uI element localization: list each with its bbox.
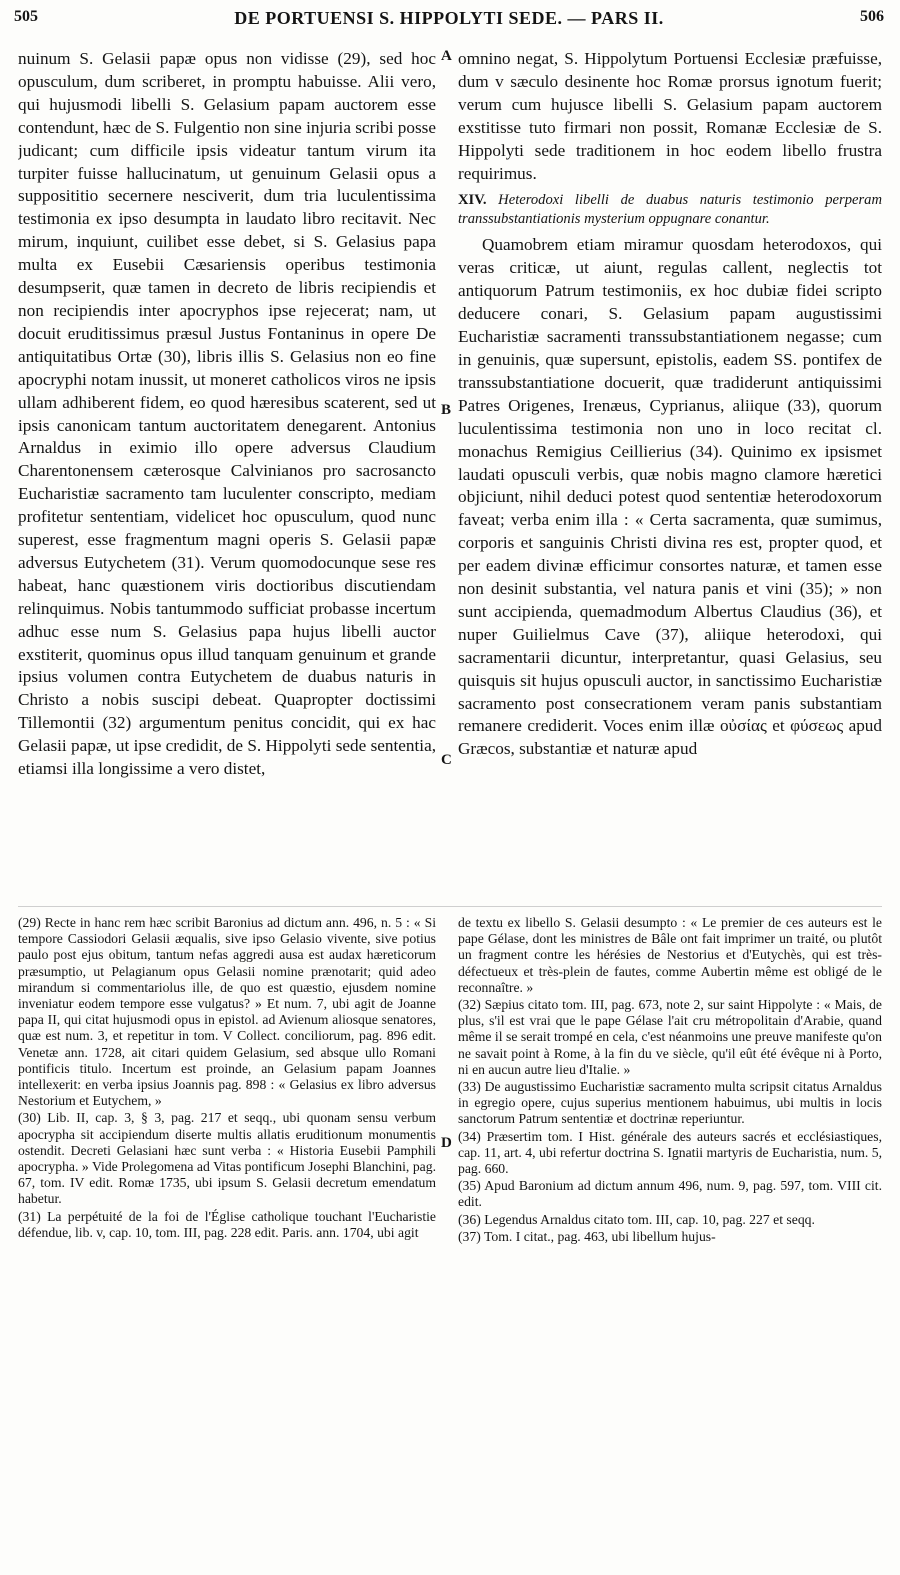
margin-letter-c: C [441,752,452,768]
running-header [14,8,884,32]
section-number: XIV. [458,192,487,209]
page-number-right: 506 [860,8,884,25]
page-number-left: 505 [14,8,38,25]
footnote-31-continued: de textu ex libello S. Gelasii desumpto : « Le premier de ces auteurs est le pape Gélase, dont les ministres de Bâle ont fait imprimer un traité, ou plutôt un fragment contre les hérésies de Nestorius et d'Eutychès, qui est très-défectueux et très-plein de fautes, comme Aubertin même est obligé de le reconnaître. » [458,915,882,995]
margin-letter-a: A [441,48,452,64]
margin-letter-b: B [441,402,452,418]
left-main-column [18,48,436,900]
footnote-37: (37) Tom. I citat., pag. 463, ubi libellum hujus- [458,1228,716,1244]
right-footnotes [458,915,882,1570]
footnote-35: (35) Apud Baronium ad dictum annum 496, num. 9, pag. 597, tom. VIII cit. edit. [458,1178,882,1210]
margin-letter-d: D [441,1135,452,1151]
footnote-36: (36) Legendus Arnaldus citato tom. III, cap. 10, pag. 227 et seqq. [458,1211,815,1227]
right-main-text: Quamobrem etiam miramur quosdam heterodoxos, qui veras criticæ, ut aiunt, regulas callent, neglectis tot antiquorum Patrum testimoniis, ex hoc dubiæ fidei scripto deducere conari, S. Gelasium papam augustissimi Eucharistiæ sacramenti transsubstantiationem negasse; cum in genuinis, quæ supersunt, epistolis, eadem SS. pontifex de transsubstantiatione docuerit, quæ tradiderunt antiquissimi Patres Origenes, Irenæus, Cyprianus, aliique (33), quorum luculentissima testimonia non uno in loco recitat cl. monachus Remigius Ceillierius (34). Quinimo ex ipsismet laudati opusculi verbis, quæ nobis magno clamore hæretici objiciunt, nihil deduci potest quod sententiæ heterodoxorum faveat; verba enim illa : « Certa sacramenta, quæ sumimus, corporis et sanguinis Christi divina res est, propter quod, et per eadem divinæ efficimur consortes naturæ, et tamen esse non desinit substantia, vel natura panis et vini (35); » non sunt accipienda, quemadmodum Albertus Claudius (36), et nuper Guilielmus Cave (37), aliique heterodoxi, qui sacramentarii dicuntur, interpretantur, quasi Gelasius, seu quisquis sit hujus opusculi auctor, in sanctissimo Eucharistiæ sacramento post consecrationem veram panis substantiam remanere crediderit. Voces enim illæ οὐσίας et φύσεως apud Græcos, substantiæ et naturæ apud [458,235,882,759]
right-main-column [458,48,882,900]
footnote-33: (33) De augustissimo Eucharistiæ sacramento multa scripsit citatus Arnaldus in egregio opere, cujus superius mentionem habuimus, ubi multis in locis sanctorum Patrum sententiæ et doctrinæ reperiuntur. [458,1079,882,1127]
footnote-31: (31) La perpétuité de la foi de l'Église catholique touchant l'Eucharistie défendue, lib. v, cap. 10, tom. III, pag. 228 edit. Paris. ann. 1704, ubi agit [18,1208,436,1240]
left-main-text: nuinum S. Gelasii papæ opus non vidisse (29), sed hoc opusculum, dum scriberet, in promptu habuisse. Alii vero, qui hujusmodi libelli S. Gelasium papam auctorem esse contendunt, hæc de S. Fulgentio non sine injuria scribi posse judicant; cum difficile ipsis videatur tantum virum ita turpiter fuisse hallucinatum, ut genuinum Gelasii opus a supposititio secernere nesciverit, dum tria luculentissima testimonia ex ipso desumpta in laudato libro recitavit. Nec mirum, inquiunt, cuilibet esse debet, si S. Gelasius papa multa ex Eusebii Cæsariensis operibus testimonia desumpserit, quæ tamen in decreto de libris recipiendis et non recipiendis inter apocryphos ipse rejecerat; nam, ut docuit eruditissimus præsul Justus Fontaninus in opere De antiquitatibus Ortæ (30), libris illis S. Gelasius non eo fine apocryphi notam inussit, ut moneret catholicos viros ne ipsis ullam adhiberent fidem, eo quod hæresibus scaterent, sed ut ipsis canonicam tantum auctoritatem denegarent. Antonius Arnaldus in eximio illo opere adversus Claudium Charentonensem cæterosque Calvinianos pro sacrosancto Eucharistiæ sacramento tam luculenter conscripto, mediam profitetur sententiam, videlicet hoc opusculum, quod nunc superest, esse fragmentum magni operis S. Gelasii papæ adversus Eutychetem (31). Verum quomodocunque sese res habeat, hanc quæstionem viris doctioribus discutiendam relinquimus. Nobis tantummodo sufficiat probasse incertum adhuc esse num S. Gelasius papa hujus libelli auctor exstiterit, quominus opus illud tanquam genuinum et grande ipsius volumen contra Eutychetem de duabus naturis in Christo a nobis suscipi debeat. Quapropter doctissimi Tillemontii (32) argumentum penitus concidit, qui ex hac Gelasii papæ, ut ipse credidit, de S. Hippolyti sede sententia, etiamsi illa longissime a vero distet, [18,49,436,779]
running-title: DE PORTUENSI S. HIPPOLYTI SEDE. — PARS II. [234,8,664,28]
footnote-34: (34) Præsertim tom. I Hist. générale des auteurs sacrés et ecclésiastiques, cap. 11, art. 4, ubi refertur doctrina S. Ignatii martyris de Eucharistia, num. 5, pag. 660. [458,1128,882,1177]
left-footnotes [18,915,436,1570]
right-intro-text: omnino negat, S. Hippolytum Portuensi Ecclesiæ præfuisse, dum v sæculo desinente hoc Romæ prorsus ignotum fuerit; verum cum hujusce libelli S. Gelasium papam auctorem exstitisse tuto firmari non possit, Romanæ Ecclesiæ de S. Hippolyti sede traditionem in hoc eodem libello frustra requirimus. [458,49,882,183]
footnote-30: (30) Lib. II, cap. 3, § 3, pag. 217 et seqq., ubi quonam sensu verbum apocrypha sit accipiendum diserte multis allatis eruditionum monumentis ostendit. Decreti Gelasiani hæc sunt verba : « Historia Eusebii Pamphili apocrypha. » Vide Prolegomena ad Vitas pontificum Josephi Blanchini, pag. 67, tom. IV edit. Romæ 1735, ubi ipsum S. Gelasii decretum emendatum habetur. [18,1110,436,1207]
footnote-separator [18,906,882,907]
section-heading [458,191,882,229]
footnote-32: (32) Sæpius citato tom. III, pag. 673, note 2, sur saint Hippolyte : « Mais, de plus, s'il est vrai que le pape Gélase l'ait cru métropolitain d'Arabie, quand même il se serait trompé en cela, c'est néanmoins une preuve manifeste qu'on ne savait point à Rome, à la fin du ve siècle, qu'il eût été évêque ni à Porto, ni en aucun autre lieu d'Italie. » [458,997,882,1077]
footnote-29: (29) Recte in hanc rem hæc scribit Baronius ad dictum ann. 496, n. 5 : « Si tempore Cassiodori Gelasii æqualis, sive ipso Gelasio vivente, sive potius paulo post ejus obitum, tantum nefas aggredi ausa est audax hæreticorum præsumptio, ut Pelagianum opus Gelasii nomine prænotarit; quid adeo mirandum si commentariolus ille, de quo est quæstio, ejusdem nomine inveniatur eodem tempore esse vulgatus? » Et num. 7, ubi agit de Joanne papa II, qui citat hujusmodi opus in epistol. ad Avienum aliosque senatores, quæ est num. 3, et repetitur in tom. V Collect. conciliorum, pag. 896 edit. Venetæ ann. 1728, ait citari quidem Gelasium, sed absque ullo Romani pontificis titulo. Incertum est proinde, an Gelasium papam Joannes intellexerit: en verba ipsius Joannis pag. 898 : « Gelasius ex libro adversus Nestorium et Eutychem, » [18,915,436,1109]
section-title: Heterodoxi libelli de duabus naturis testimonio perperam transsubstantiationis mysterium oppugnare conantur. [458,192,882,228]
